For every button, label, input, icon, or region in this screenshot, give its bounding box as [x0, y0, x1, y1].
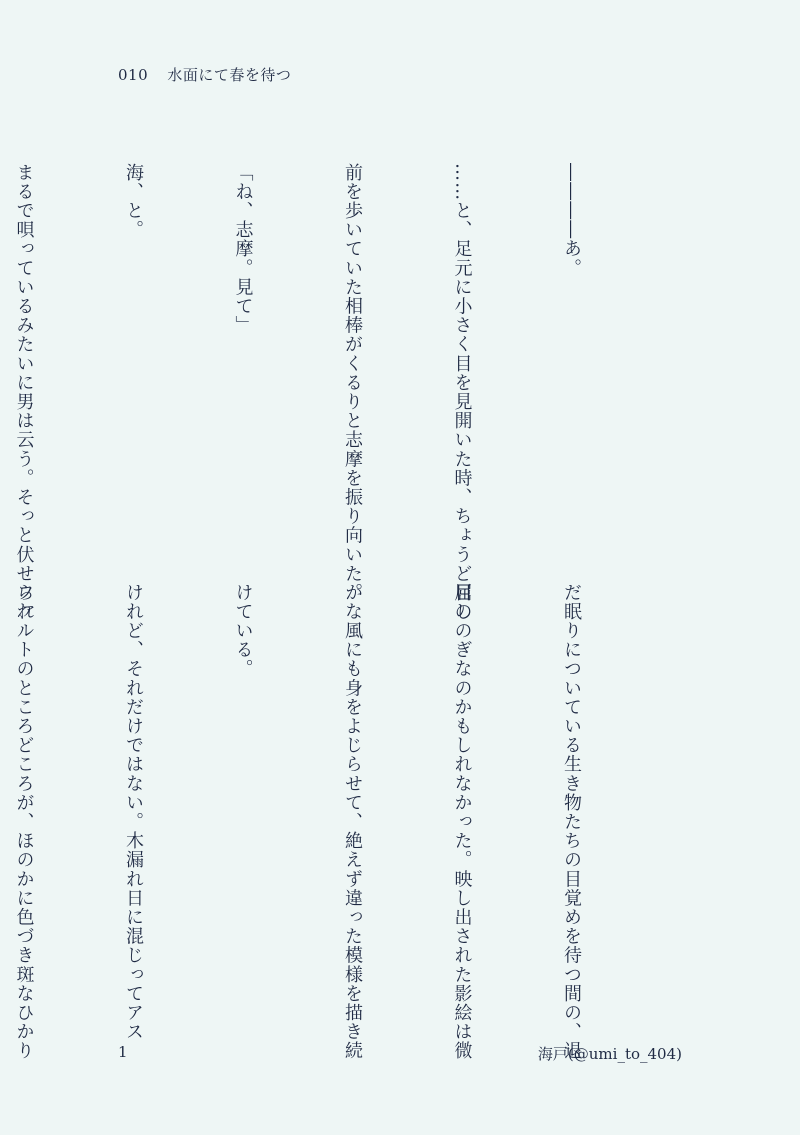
text-line: けている。 [232, 583, 254, 679]
chapter-title: 水面にて春を待つ [167, 66, 292, 84]
text-line: 海、と。 [123, 163, 144, 240]
text-line: かな風にも身をよじらせて、絶えず違った模様を描き続 [342, 583, 363, 1061]
chapter-number: 010 [118, 66, 149, 84]
text-line: 「ね、志摩。見て」 [232, 163, 254, 335]
text-line: けれど、それだけではない。木漏れ日に混じってアス [123, 583, 144, 1042]
page-header [118, 64, 291, 85]
text-line: ……と、足元に小さく目を見開いた時、ちょうど目の [451, 163, 473, 622]
text-line: ファルトのところどころが、ほのかに色づき斑なひかり [13, 583, 35, 1061]
text-line: まるで唄っているみたいに男は云う。そっと伏せられ [13, 163, 35, 622]
text-line: ――――あ。 [561, 163, 582, 278]
page-number: 1 [118, 1043, 128, 1061]
author-credit: 海戸(@umi_to_404) [537, 1045, 682, 1063]
text-line: 屈しのぎなのかもしれなかった。映し出された影絵は微 [451, 583, 473, 1061]
text-line: 前を歩いていた相棒がくるりと志摩を振り向いた。 [342, 163, 363, 603]
text-line: だ眠りについている生き物たちの目覚めを待つ間の、退 [561, 583, 582, 1061]
text-block-top [13, 163, 662, 622]
